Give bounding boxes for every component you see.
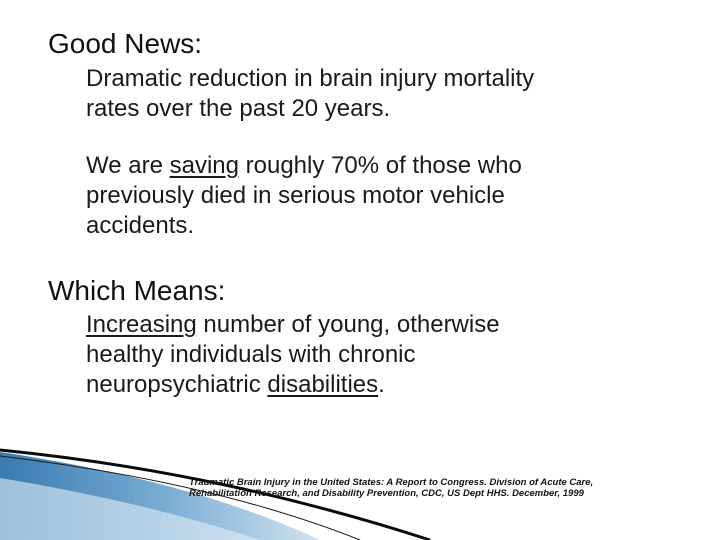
citation (189, 477, 593, 499)
saving-line-2: previously died in serious motor vehicle (86, 182, 505, 209)
disabilities-underlined-word: disabilities (267, 371, 379, 398)
mortality-line-1: Dramatic reduction in brain injury mortality (86, 65, 535, 92)
consequence-line-3-pre: neuropsychiatric (86, 371, 268, 398)
consequence-line-2: healthy individuals with chronic (86, 341, 416, 368)
consequence-line-1 (86, 310, 500, 340)
citation-line-2: Rehabilitation Research, and Disability Prevention, CDC, US Dept HHS. December, 1999 (189, 488, 584, 499)
good-news-heading: Good News: (48, 28, 203, 59)
consequence-paragraph (86, 310, 500, 400)
consequence-line-1-post: number of young, otherwise (196, 311, 500, 338)
which-means-heading: Which Means: (48, 275, 226, 306)
saving-line-1-post: roughly 70% of those who (238, 152, 522, 179)
saving-underlined-word: saving (169, 152, 239, 179)
citation-line-1: Traumatic Brain Injury in the United States: A Report to Congress. Division of Acute Care, (189, 477, 594, 488)
saving-line-1-pre: We are (86, 152, 170, 179)
saving-line-3: accidents. (86, 212, 195, 239)
saving-line-1 (86, 151, 522, 181)
increasing-underlined-word: Increasing (86, 311, 197, 338)
consequence-line-3 (86, 370, 500, 400)
saving-paragraph (86, 151, 522, 241)
mortality-paragraph (86, 64, 534, 124)
consequence-line-3-post: . (378, 371, 385, 398)
mortality-line-2: rates over the past 20 years. (86, 95, 391, 122)
